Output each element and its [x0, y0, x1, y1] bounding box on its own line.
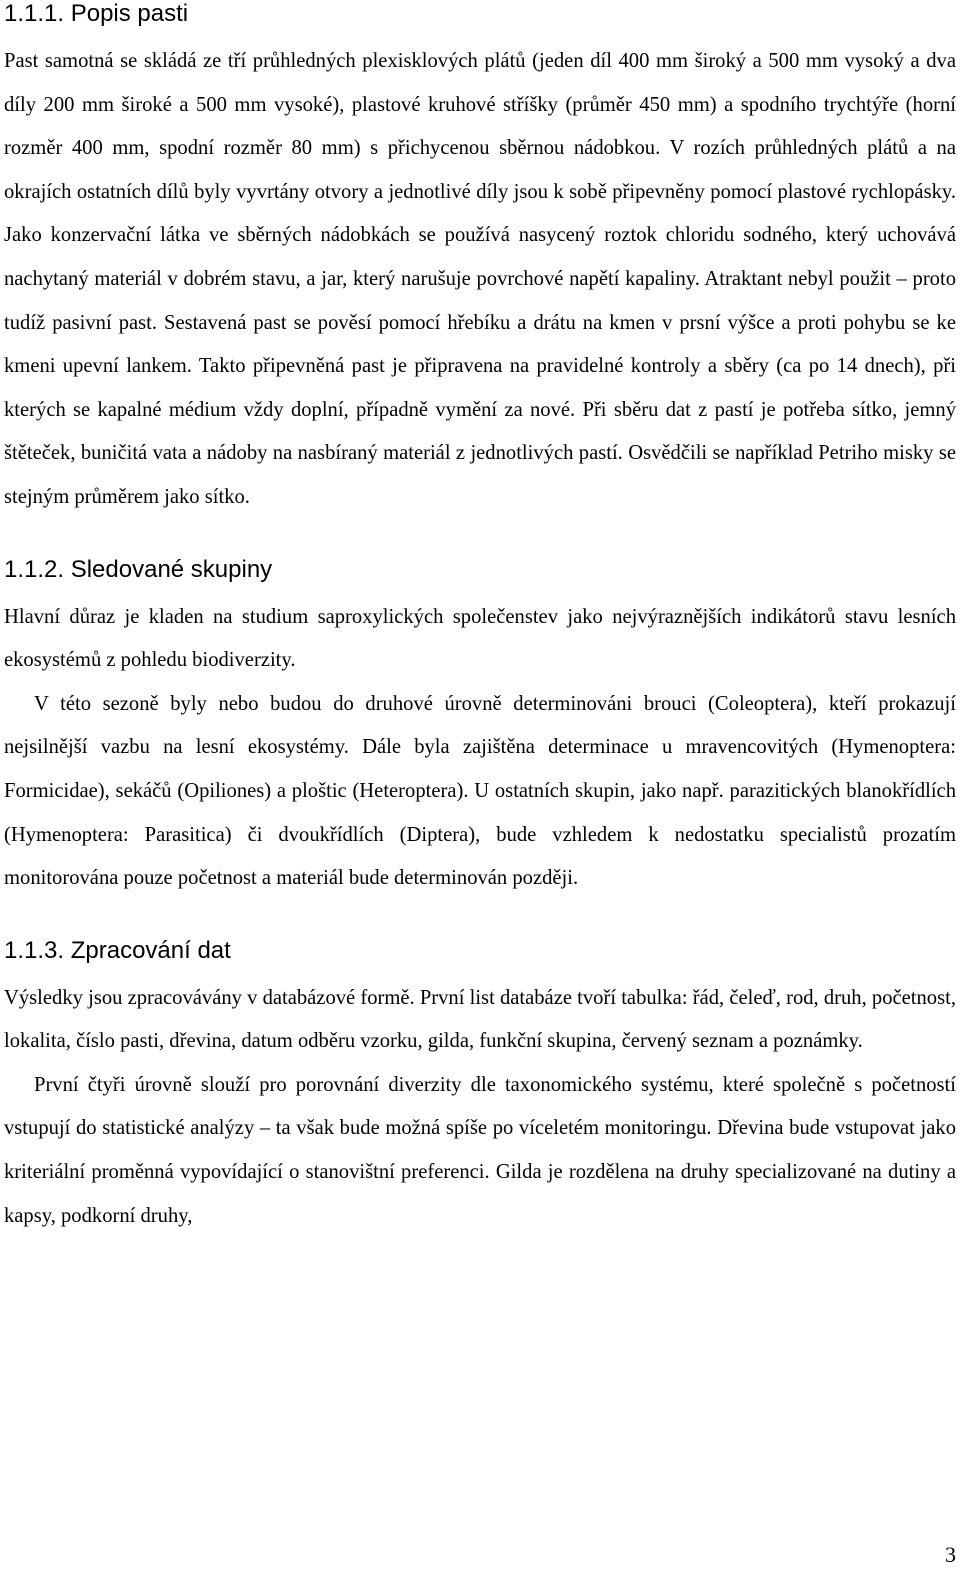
paragraph: Výsledky jsou zpracovávány v databázové formě. První list databáze tvoří tabulka: řád, čeleď, rod, druh, početnost, lokalita, číslo pasti, dřevina, datum odběru vzorku, gilda, funkční skupina, červený seznam a poznámky.: [4, 986, 956, 1053]
section-heading: 1.1.1. Popis pasti: [4, 0, 189, 27]
section-sledovane-skupiny: [4, 556, 956, 901]
document-page: [4, 0, 956, 1238]
page-number: 3: [945, 1542, 956, 1567]
paragraph: V této sezoně byly nebo budou do druhové úrovně determinováni brouci (Coleoptera), kteří prokazují nejsilnější vazbu na lesní ekosystémy. Dále byla zajištěna determinace u mravencovitých (Hymenoptera: Formicidae), sekáčů (Opiliones) a ploštic (Heteroptera). U ostatních skupin, jako např. parazitických blanokřídlích (Hymenoptera: Parasitica) či dvoukřídlích (Diptera), bude vzhledem k nedostatku specialistů prozatím monitorována pouze početnost a materiál bude determinován později.: [4, 692, 956, 890]
paragraph: Hlavní důraz je kladen na studium saproxylických společenstev jako nejvýraznějších indikátorů stavu lesních ekosystémů z pohledu biodiverzity.: [4, 605, 956, 672]
section-heading: 1.1.2. Sledované skupiny: [4, 555, 273, 583]
section-heading: 1.1.3. Zpracování dat: [4, 936, 231, 964]
section-popis-pasti: [4, 0, 956, 520]
paragraph: Past samotná se skládá ze tří průhledných plexisklových plátů (jeden díl 400 mm široký a 500 mm vysoký a dva díly 200 mm široké a 500 mm vysoké), plastové kruhové stříšky (průměr 450 mm) a spodního trychtýře (horní rozměr 400 mm, spodní rozměr 80 mm) s přichycenou sběrnou nádobkou. V rozích průhledných plátů a na okrajích ostatních dílů byly vyvrtány otvory a jednotlivé díly jsou k sobě připevněny pomocí plastové rychlopásky. Jako konzervační látka ve sběrných nádobkách se používá nasycený roztok chloridu sodného, který uchovává nachytaný materiál v dobrém stavu, a jar, který narušuje povrchové napětí kapaliny. Atraktant nebyl použit – proto tudíž pasivní past. Sestavená past se pověsí pomocí hřebíku a drátu na kmen v prsní výšce a proti pohybu se ke kmeni upevní lankem. Takto připevněná past je připravena na pravidelné kontroly a sběry (ca po 14 dnech), při kterých se kapalné médium vždy doplní, případně vymění za nové. Při sběru dat z pastí je potřeba sítko, jemný štěteček, buničitá vata a nádoby na nasbíraný materiál z jednotlivých pastí. Osvědčili se například Petriho misky se stejným průměrem jako sítko.: [4, 50, 956, 508]
paragraph: První čtyři úrovně slouží pro porovnání diverzity dle taxonomického systému, které společně s početností vstupují do statistické analýzy – ta však bude možná spíše po víceletém monitoringu. Dřevina bude vstupovat jako kriteriální proměnná vypovídající o stanovištní preferenci. Gilda je rozdělena na druhy specializované na dutiny a kapsy, podkorní druhy,: [4, 1073, 956, 1227]
section-zpracovani-dat: [4, 937, 956, 1239]
